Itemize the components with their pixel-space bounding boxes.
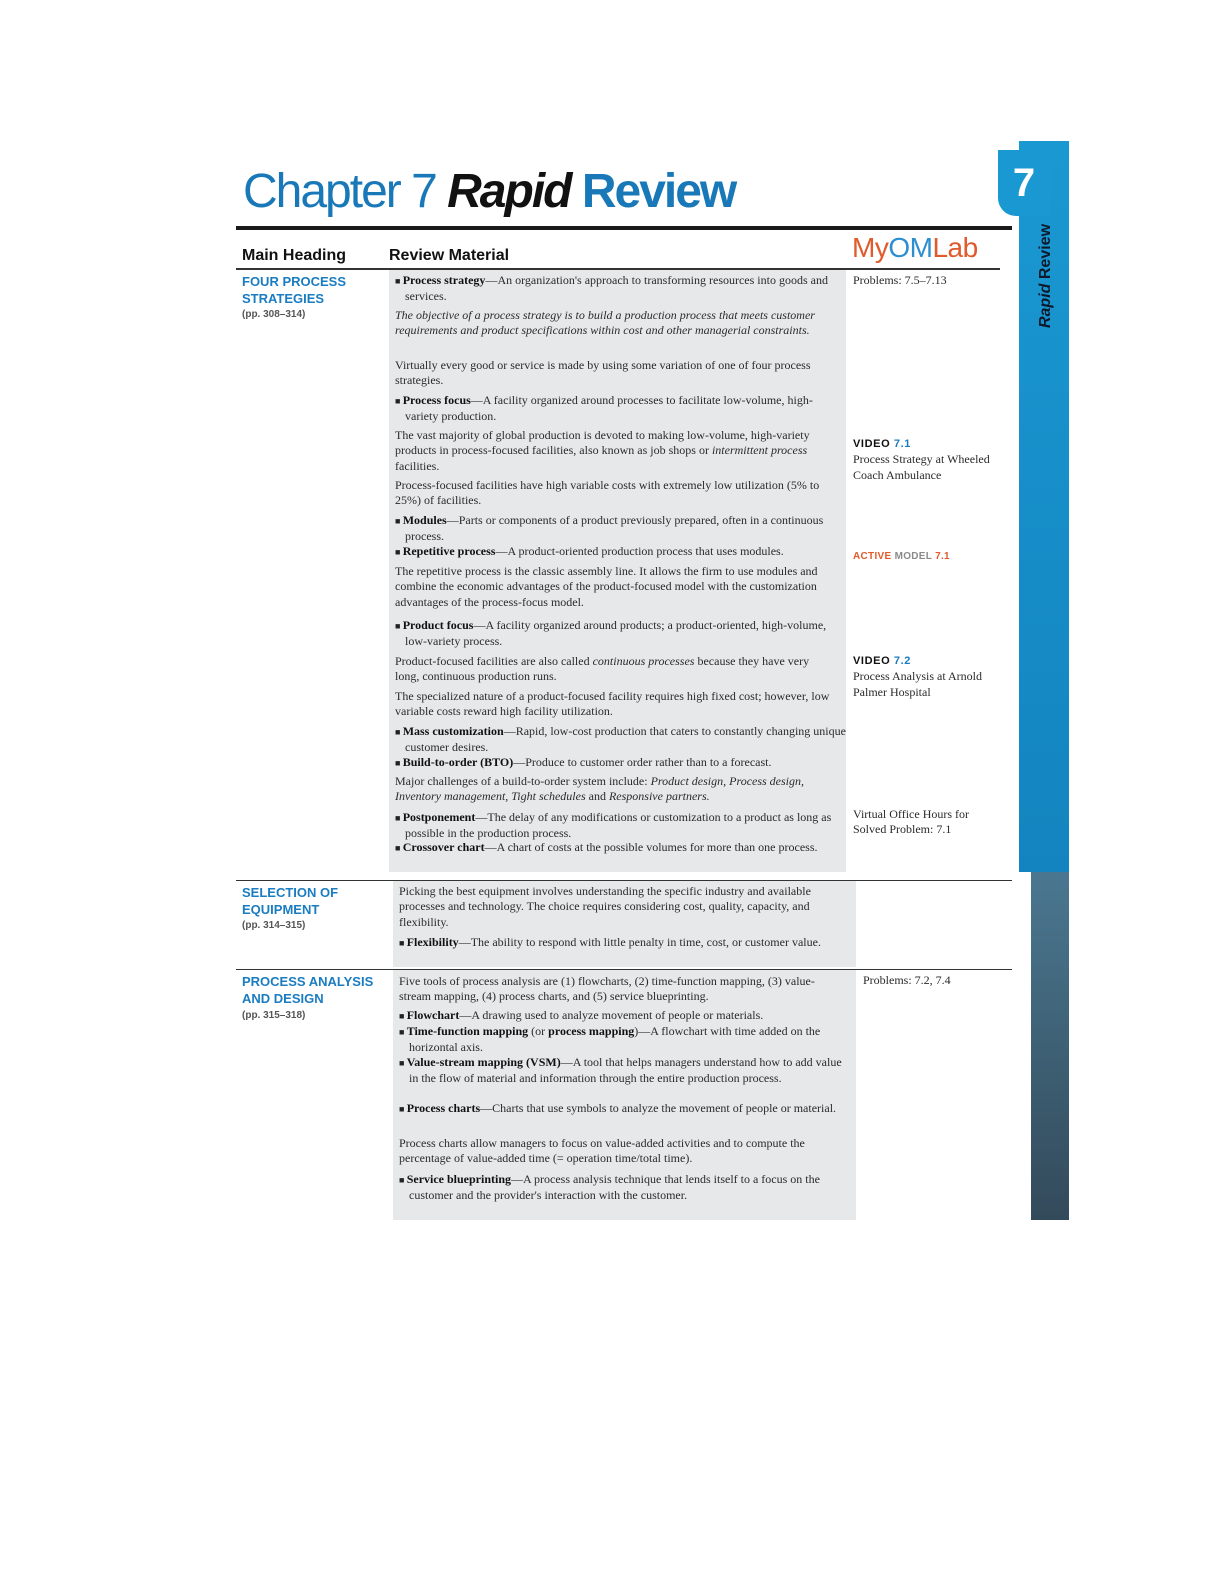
chapter-tab-lower <box>1031 872 1069 1220</box>
section-pages: (pp. 315–318) <box>242 1010 306 1021</box>
review-italic: The objective of a process strategy is to build a production process that meets customer requirements and product specifications within cost and other managerial constraints. <box>395 308 815 338</box>
review-paragraph: The repetitive process is the classic assembly line. It allows the firm to use modules and combine the economic advantages of the product-focused model with the customization advantages of the process-focus model. <box>395 564 818 609</box>
review-paragraph: The vast majority of global production is devoted to making low-volume, high-variety products in process-focused facilities, also known as job shops or intermittent process facilities. <box>395 428 810 473</box>
review-bullet: ■ Flowchart—A drawing used to analyze movement of people or materials. <box>399 1008 854 1024</box>
title-rule <box>236 226 1012 230</box>
myomlab-logo <box>852 232 978 264</box>
review-bullet: ■ Process focus—A facility organized around processes to facilitate low-volume, high-variety production. <box>395 393 845 425</box>
brand-om: OM <box>888 232 933 263</box>
review-paragraph: Picking the best equipment involves understanding the specific industry and available processes and technology. The choice requires considering cost, quality, capacity, and flexibility. <box>399 884 811 929</box>
problems-link[interactable]: Problems: 7.2, 7.4 <box>863 973 951 987</box>
video-description: Process Strategy at Wheeled Coach Ambulance <box>853 452 990 482</box>
tab-label-rapid: Rapid <box>1037 283 1054 329</box>
video-7-1-link[interactable] <box>853 437 1003 483</box>
problems-link[interactable]: Problems: 7.5–7.13 <box>853 273 947 287</box>
brand-lab: Lab <box>932 232 978 263</box>
review-paragraph: Major challenges of a build-to-order system include: Product design, Process design, Inventory management, Tight schedules and Responsive partners. <box>395 774 805 804</box>
virtual-office-hours-link[interactable]: Virtual Office Hours for Solved Problem: 7.1 <box>853 807 970 837</box>
review-paragraph: Product-focused facilities are also called continuous processes because they have very long, continuous production runs. <box>395 654 810 684</box>
review-bullet: ■ Flexibility—The ability to respond with little penalty in time, cost, or customer value. <box>399 935 849 951</box>
video-label: VIDEO 7.2 <box>853 655 911 667</box>
title-chapter: Chapter 7 <box>243 165 436 218</box>
col-head-main-heading: Main Heading <box>242 247 347 264</box>
review-bullet: ■ Process strategy—An organization's approach to transforming resources into goods and services. <box>395 273 845 305</box>
review-bullet: ■ Time-function mapping (or process mapping)—A flowchart with time added on the horizontal axis. <box>399 1024 858 1056</box>
review-bullet: ■ Service blueprinting—A process analysis technique that lends itself to a focus on the customer and the provider's interaction with the customer. <box>399 1172 858 1204</box>
chapter-tab-number: 7 <box>998 150 1050 216</box>
active-model-7-1-link[interactable]: ACTIVE MODEL 7.1 <box>853 551 950 562</box>
section-pages: (pp. 314–315) <box>242 920 306 931</box>
chapter-tab-label <box>1037 224 1055 328</box>
section-title: PROCESS ANALYSIS AND DESIGN <box>242 974 374 1006</box>
chapter-title <box>243 165 736 218</box>
review-bullet: ■ Repetitive process—A product-oriented production process that uses modules. <box>395 544 849 560</box>
review-bullet: ■ Product focus—A facility organized around products; a product-oriented, high-volume, low-variety process. <box>395 618 845 650</box>
review-bullet: ■ Postponement—The delay of any modifications or customization to a product as long as possible in the production process. <box>395 810 845 842</box>
review-bullet: ■ Modules—Parts or components of a product previously prepared, often in a continuous process. <box>395 513 845 545</box>
review-bullet: ■ Value-stream mapping (VSM)—A tool that helps managers understand how to add value in the flow of material and information through the entire production process. <box>399 1055 849 1087</box>
title-rapid: Rapid <box>447 165 571 218</box>
video-7-2-link[interactable] <box>853 654 1003 700</box>
review-bullet: ■ Build-to-order (BTO)—Produce to customer order rather than to a forecast. <box>395 755 849 771</box>
review-paragraph: Five tools of process analysis are (1) flowcharts, (2) time-function mapping, (3) value-stream mapping, (4) process charts, and (5) service blueprinting. <box>399 974 815 1004</box>
review-bullet: ■ Crossover chart—A chart of costs at the possible volumes for more than one process. <box>395 840 845 856</box>
section-title: SELECTION OF EQUIPMENT <box>242 885 339 917</box>
section-title: FOUR PROCESS STRATEGIES <box>242 274 347 306</box>
review-paragraph: The specialized nature of a product-focused facility requires high fixed cost; however, low variable costs reward high facility utilization. <box>395 689 830 719</box>
col-head-review-material: Review Material <box>389 247 510 264</box>
review-paragraph: Virtually every good or service is made by using some variation of one of four process strategies. <box>395 358 811 388</box>
brand-my: My <box>852 232 889 263</box>
video-description: Process Analysis at Arnold Palmer Hospital <box>853 669 982 699</box>
review-bullet: ■ Mass customization—Rapid, low-cost production that caters to constantly changing unique customer desires. <box>395 724 849 756</box>
tab-label-review: Review <box>1037 223 1054 280</box>
review-paragraph: Process charts allow managers to focus on value-added activities and to compute the percentage of value-added time (= operation time/total time). <box>399 1136 805 1166</box>
review-bullet: ■ Process charts—Charts that use symbols to analyze the movement of people or material. <box>399 1101 849 1117</box>
section-pages: (pp. 308–314) <box>242 309 306 320</box>
review-paragraph: Process-focused facilities have high variable costs with extremely low utilization (5% to 25%) of facilities. <box>395 478 820 508</box>
title-review: Review <box>581 165 736 218</box>
video-label: VIDEO 7.1 <box>853 438 911 450</box>
